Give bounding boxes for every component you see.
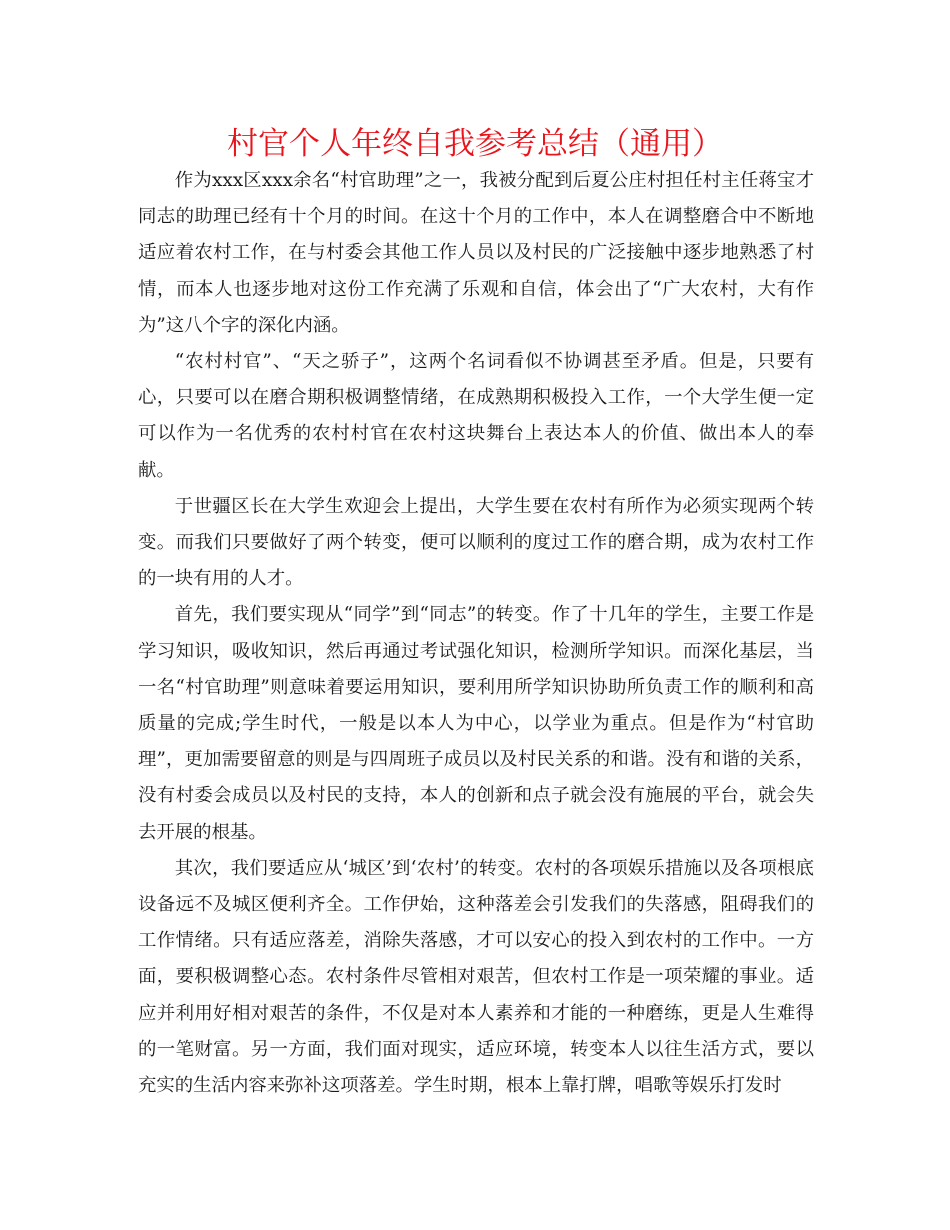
paragraph-3: 于世疆区长在大学生欢迎会上提出，大学生要在农村有所作为必须实现两个转变。而我们只要做好了两个转变，便可以顺利的度过工作的磨合期，成为农村工作的一块有用的人才。 (138, 495, 814, 590)
paragraph-1: 作为xxx区xxx余名“村官助理”之一，我被分配到后夏公庄村担任村主任蒋宝才同志的助理已经有十个月的时间。在这十个月的工作中，本人在调整磨合中不断地适应着农村工作，在与村委会其他工作人员以及村民的广泛接触中逐步地熟悉了村情，而本人也逐步地对这份工作充满了乐观和自信，体会出了“广大农村，大有作为”这八个字的深化内涵。 (138, 170, 814, 336)
document-body (138, 163, 814, 1104)
paragraph-2: “农村村官”、“天之骄子”，这两个名词看似不协调甚至矛盾。但是，只要有心，只要可以在磨合期积极调整情绪，在成熟期积极投入工作，一个大学生便一定可以作为一名优秀的农村村官在农村这块舞台上表达本人的价值、做出本人的奉献。 (138, 351, 814, 481)
paragraph-4: 首先，我们要实现从“同学”到“同志”的转变。作了十几年的学生，主要工作是学习知识，吸收知识，然后再通过考试强化知识，检测所学知识。而深化基层，当一名“村官助理”则意味着要运用知识，要利用所学知识协助所负责工作的顺利和高质量的完成;学生时代，一般是以本人为中心，以学业为重点。但是作为“村官助理”，更加需要留意的则是与四周班子成员以及村民关系的和谐。没有和谐的关系，没有村委会成员以及村民的支持，本人的创新和点子就会没有施展的平台，就会失去开展的根基。 (138, 604, 814, 843)
document-title: 村官个人年终自我参考总结（通用） (227, 126, 723, 162)
paragraph-5: 其次，我们要适应从‘城区’到‘农村’的转变。农村的各项娱乐措施以及各项根底设备远不及城区便利齐全。工作伊始，这种落差会引发我们的失落感，阻碍我们的工作情绪。只有适应落差，消除失落感，才可以安心的投入到农村的工作中。一方面，要积极调整心态。农村条件尽管相对艰苦，但农村工作是一项荣耀的事业。适应并利用好相对艰苦的条件，不仅是对本人素养和才能的一种磨练，更是人生难得的一笔财富。另一方面，我们面对现实，适应环境，转变本人以往生活方式，要以充实的生活内容来弥补这项落差。学生时期，根本上靠打牌，唱歌等娱乐打发时 (138, 857, 814, 1097)
